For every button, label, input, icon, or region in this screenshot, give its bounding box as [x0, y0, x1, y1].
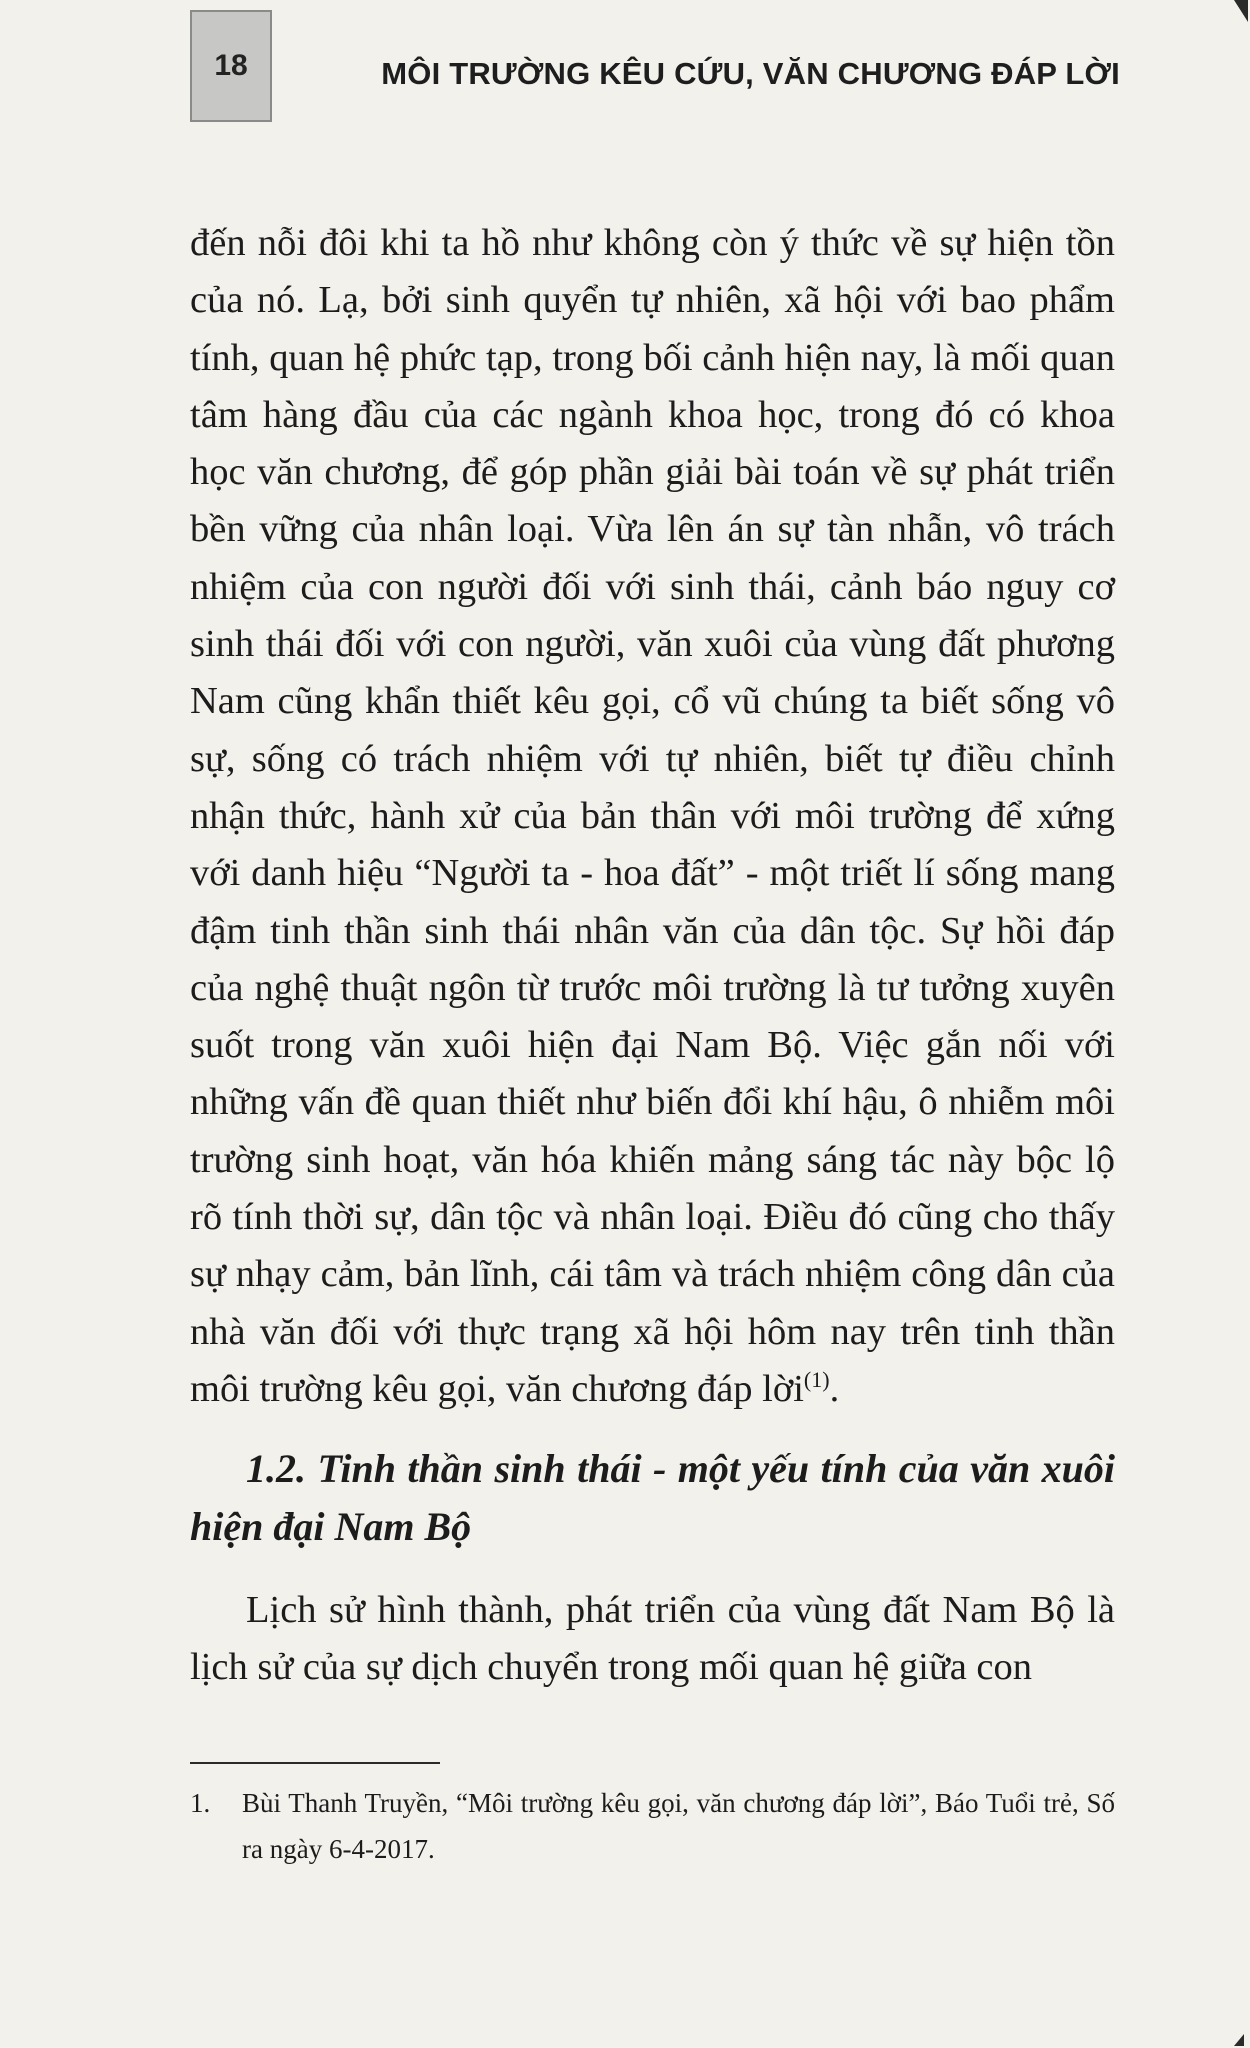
paragraph-1-end: .: [829, 1367, 840, 1410]
page-number-tab: [190, 10, 272, 122]
running-title: MÔI TRƯỜNG KÊU CỨU, VĂN CHƯƠNG ĐÁP LỜI: [381, 56, 1120, 91]
page-number: 18: [214, 49, 248, 82]
footnote-text: Bùi Thanh Truyền, “Môi trường kêu gọi, văn chương đáp lời”, Báo Tuổi trẻ, Số ra ngày 6-4-2017.: [242, 1788, 1115, 1864]
section-heading: 1.2. Tinh thần sinh thái - một yếu tính của văn xuôi hiện đại Nam Bộ: [190, 1446, 1115, 1549]
footnote-reference-1: (1): [803, 1367, 830, 1393]
scan-corner-mark: [1234, 0, 1248, 22]
footnote-number: 1.: [190, 1788, 211, 1818]
scan-corner-mark-bottom: [1234, 2034, 1244, 2046]
body-text: [190, 215, 1115, 1418]
body-paragraph-2: Lịch sử hình thành, phát triển của vùng đất Nam Bộ là lịch sử của sự dịch chuyển trong mối quan hệ giữa con: [190, 1589, 1115, 1689]
footnote-1: [190, 1780, 1115, 1872]
body-paragraph-1: [190, 215, 1115, 1418]
footnote-divider: [190, 1762, 440, 1764]
paragraph-1-text: đến nỗi đôi khi ta hồ như không còn ý thức về sự hiện tồn của nó. Lạ, bởi sinh quyển tự nhiên, xã hội với bao phẩm tính, quan hệ phức tạp, trong bối cảnh hiện nay, là mối quan tâm hàng đầu của các ngành khoa học, trong đó có khoa học văn chương, để góp phần giải bài toán về sự phát triển bền vững của nhân loại. Vừa lên án sự tàn nhẫn, vô trách nhiệm của con người đối với sinh thái, cảnh báo nguy cơ sinh thái đối với con người, văn xuôi của vùng đất phương Nam cũng khẩn thiết kêu gọi, cổ vũ chúng ta biết sống vô sự, sống có trách nhiệm với tự nhiên, biết tự điều chỉnh nhận thức, hành xử của bản thân với môi trường để xứng với danh hiệu “Người ta - hoa đất” - một triết lí sống mang đậm tinh thần sinh thái nhân văn của dân tộc. Sự hồi đáp của nghệ thuật ngôn từ trước môi trường là tư tưởng xuyên suốt trong văn xuôi hiện đại Nam Bộ. Việc gắn nối với những vấn đề quan thiết như biến đổi khí hậu, ô nhiễm môi trường sinh hoạt, văn hóa khiến mảng sáng tác này bộc lộ rõ tính thời sự, dân tộc và nhân loại. Điều đó cũng cho thấy sự nhạy cảm, bản lĩnh, cái tâm và trách nhiệm công dân của nhà văn đối với thực trạng xã hội hôm nay trên tinh thần môi trường kêu gọi, văn chương đáp lời: [190, 222, 1115, 1410]
